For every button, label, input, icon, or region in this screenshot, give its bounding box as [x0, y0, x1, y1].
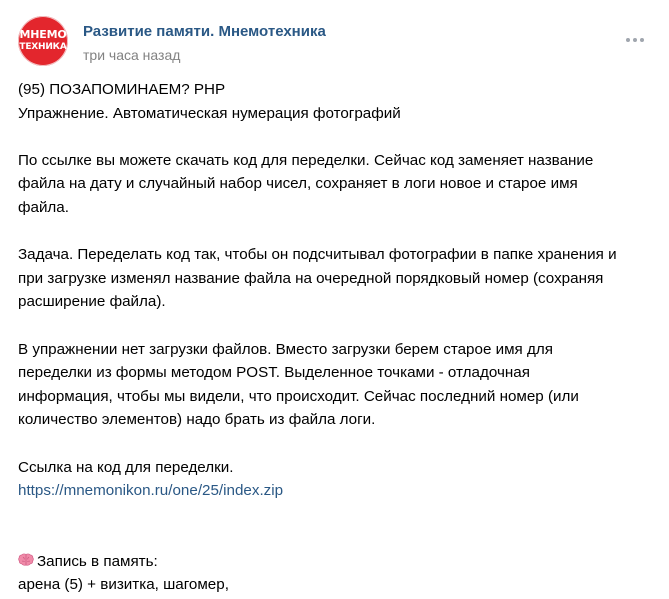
memo-title: Запись в память: [37, 552, 158, 570]
paragraph-line: количество элементов) надо брать из файла логи. [18, 411, 376, 429]
more-icon[interactable] [621, 28, 649, 52]
post-text [18, 78, 666, 597]
paragraph-line: переделки из формы методом POST. Выделенное точками - отладочная [18, 364, 530, 382]
paragraph-line: расширение файла). [18, 293, 166, 311]
post-subheading: Упражнение. Автоматическая нумерация фотографий [18, 104, 401, 122]
paragraph-line: По ссылке вы можете скачать код для переделки. Сейчас код заменяет название [18, 151, 594, 169]
paragraph-line: при загрузке изменял название файла на очередной порядковый номер (сохраняя [18, 269, 604, 287]
avatar[interactable] [18, 16, 68, 66]
paragraph-line: Задача. Переделать код так, чтобы он подсчитывал фотографии в папке хранения и [18, 246, 617, 264]
memo-line: арена (5) + визитка, шагомер, [18, 576, 229, 594]
memo-title-line [18, 550, 666, 574]
post-author[interactable]: Развитие памяти. Мнемотехника [83, 23, 326, 40]
post-time[interactable]: три часа назад [83, 47, 181, 63]
post-heading: (95) ПОЗАПОМИНАЕМ? PHP [18, 81, 226, 98]
paragraph-line: информация, чтобы мы видели, что происходит. Сейчас последний номер (или [18, 387, 579, 405]
avatar-logo-text: МНЕМО [19, 28, 67, 41]
post-header [18, 16, 651, 68]
paragraph-line: В упражнении нет загрузки файлов. Вместо загрузки берем старое имя для [18, 340, 553, 358]
paragraph-line: файла. [18, 198, 69, 216]
paragraph-line: файла на дату и случайный набор чисел, сохраняет в логи новое и старое имя [18, 175, 578, 193]
download-link[interactable]: https://mnemonikon.ru/one/25/index.zip [18, 482, 284, 500]
link-label: Ссылка на код для переделки. [18, 458, 234, 476]
avatar-logo-text: ТЕХНИКА [19, 42, 67, 52]
brain-icon [18, 553, 34, 567]
